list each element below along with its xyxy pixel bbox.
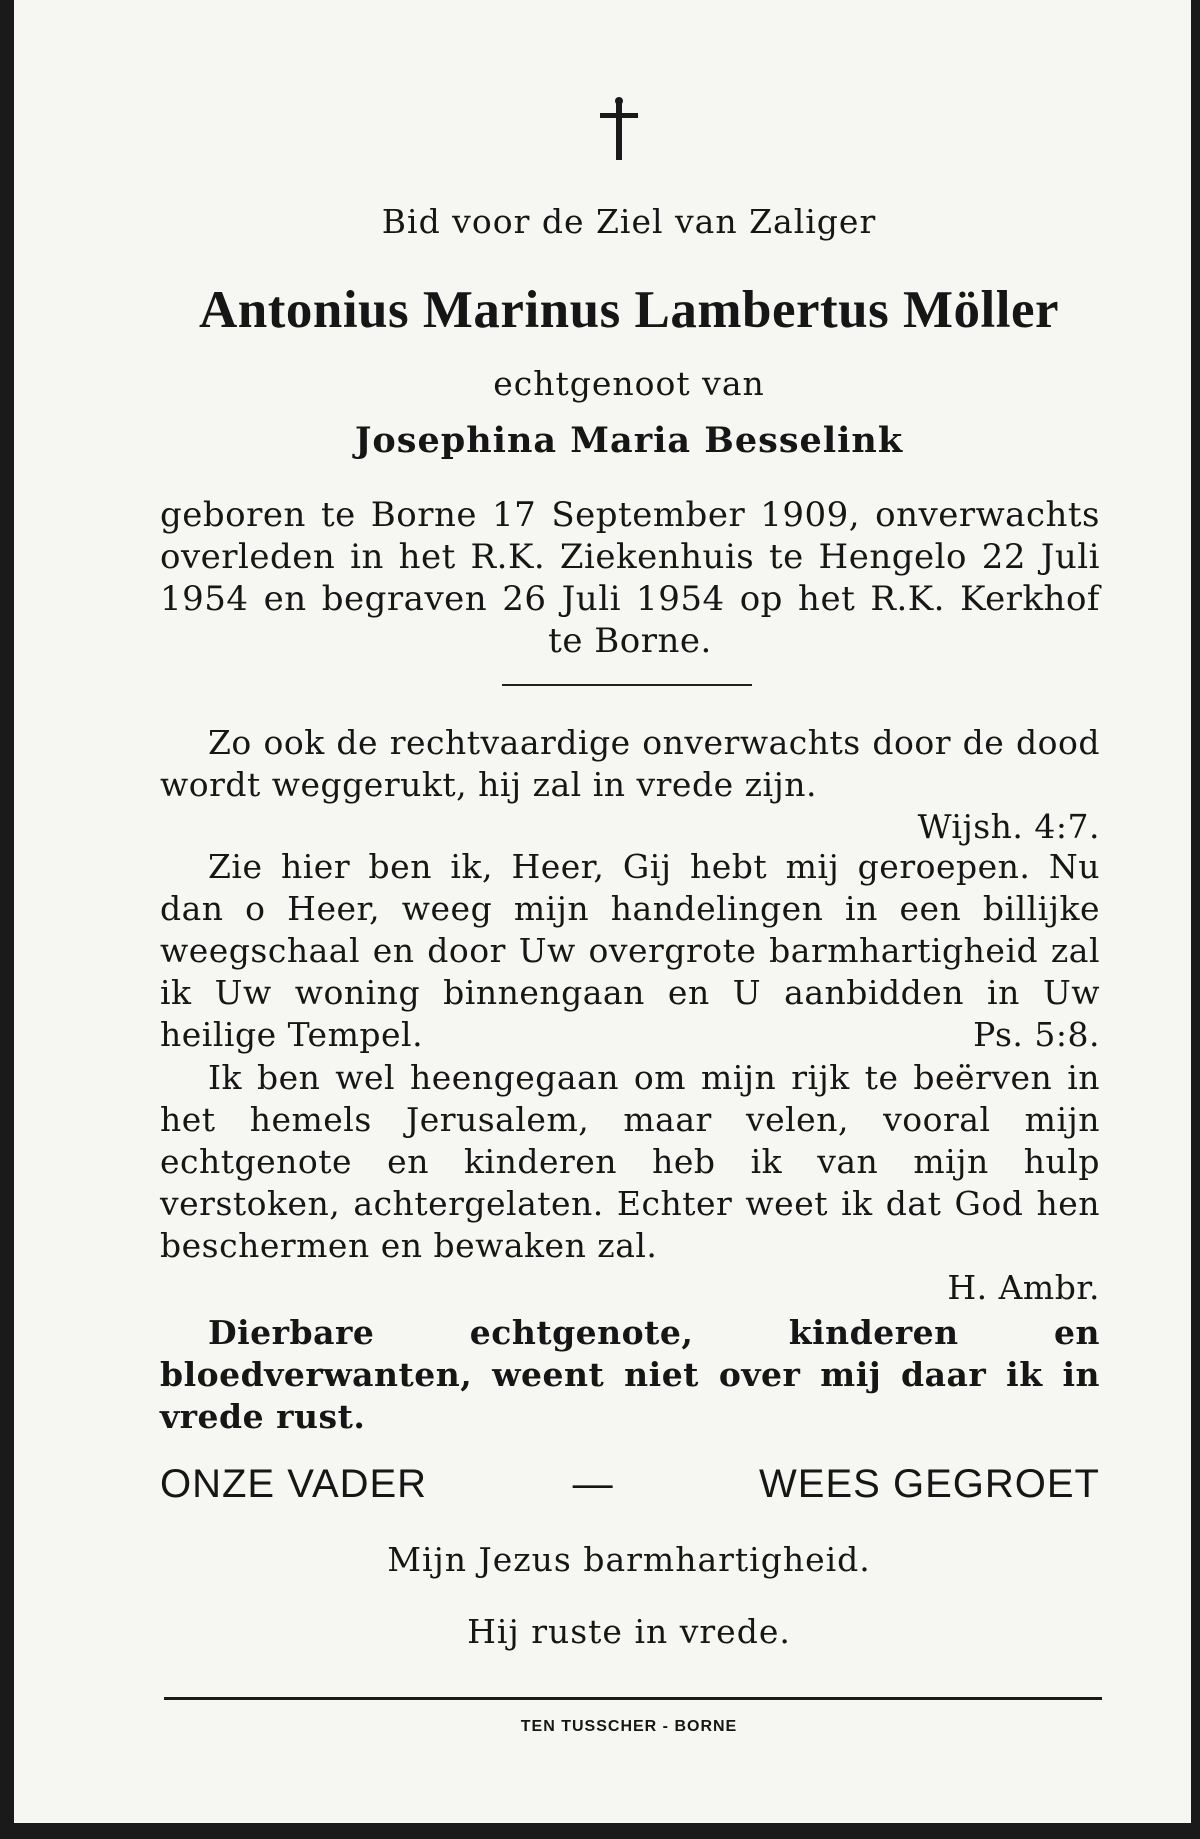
prayer-separator: — xyxy=(572,1462,614,1506)
bottom-rule xyxy=(164,1697,1102,1700)
printer-imprint: TEN TUSSCHER - BORNE xyxy=(520,1718,738,1735)
intro-line: Bid voor de Ziel van Zaliger xyxy=(381,202,877,241)
prayer-left: ONZE VADER xyxy=(160,1462,428,1506)
verse-text: Ik ben wel heengegaan om mijn rijk te beërven in het hemels Jerusalem, maar velen, vooral mijn echtgenote en kinderen heb ik van mijn hulp verstoken, achtergelaten. Echter weet ik dat God hen beschermen en bewaken zal. xyxy=(160,1058,1100,1265)
verse-reference: Wijsh. 4:7. xyxy=(917,807,1100,846)
spouse-label: echtgenoot van xyxy=(493,364,765,403)
verse-reference: Ps. 5:8. xyxy=(973,1015,1100,1054)
verse-text: Dierbare echtgenote, kinderen en bloedverwanten, weent niet over mij daar ik in vrede rust. xyxy=(160,1313,1100,1436)
verse-3 xyxy=(160,1057,1100,1309)
verse-text: Zo ook de rechtvaardige onverwachts door de dood wordt weggerukt, hij zal in vrede zijn. xyxy=(160,723,1100,804)
verse-2 xyxy=(160,846,1100,1056)
verse-4 xyxy=(160,1312,1100,1438)
deceased-name: Antonius Marinus Lambertus Möller xyxy=(198,281,1060,339)
verse-reference: H. Ambr. xyxy=(947,1268,1100,1307)
closing-line-1: Mijn Jezus barmhartigheid. xyxy=(387,1540,871,1579)
divider xyxy=(502,684,752,686)
closing-line-2: Hij ruste in vrede. xyxy=(467,1612,791,1651)
spouse-name: Josephina Maria Besselink xyxy=(354,420,904,461)
prayer-right: WEES GEGROET xyxy=(759,1462,1100,1506)
cross-icon xyxy=(594,96,644,162)
verse-1 xyxy=(160,722,1100,848)
prayers-row xyxy=(160,1462,1100,1507)
biography: geboren te Borne 17 September 1909, onverwachts overleden in het R.K. Ziekenhuis te Hengelo 22 Juli 1954 en begraven 26 Juli 1954 op het R.K. Kerkhof te Borne. xyxy=(160,495,1100,661)
verse-text: Zie hier ben ik, Heer, Gij hebt mij geroepen. Nu dan o Heer, weeg mijn handelingen in een billijke weegschaal en door Uw overgrote barmhartigheid zal ik Uw woning binnengaan en U aanbidden in Uw heilige Tempel. xyxy=(160,847,1100,1054)
